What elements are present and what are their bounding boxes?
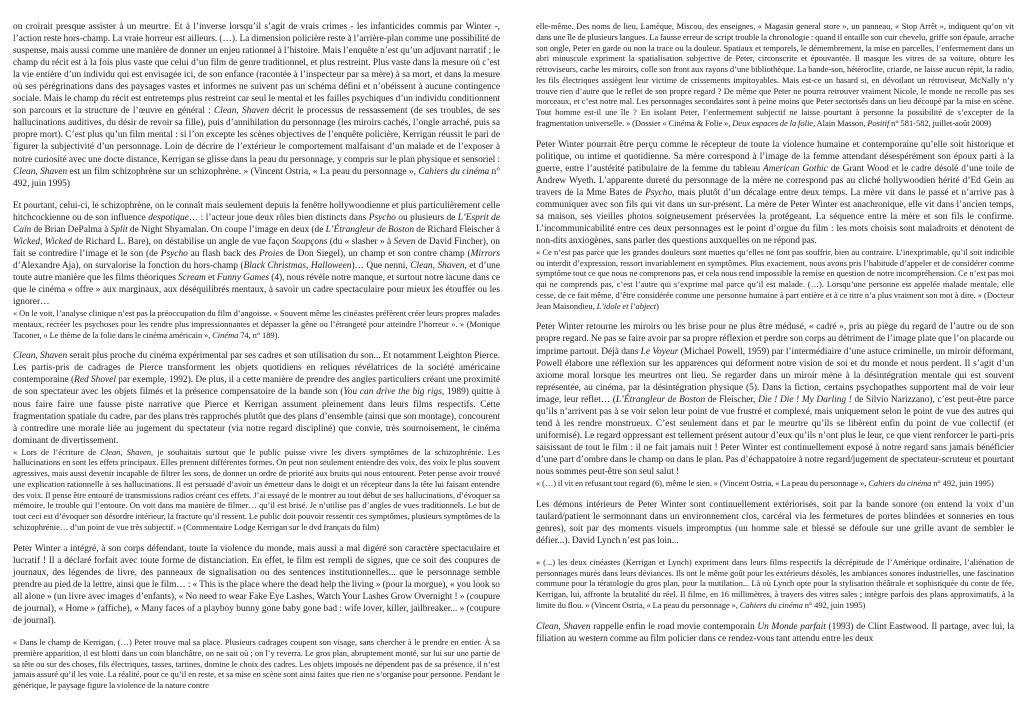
paragraph: « Ce n’est pas parce que les grandes douleurs sont muettes qu’elles ne font pas souffrir, bien au contraire. L’inexprimable, qu’il soit indicible ou interdit d’expression, ressort invariablement en symptômes. Plus exactement, nous avons pris l’habitude d’appeler et de considérer comme symptôme tout ce que nous ne comprenons pas, et cela nous rend impossible la remise en question de notre incompréhension. Ce n’est pas moi qui ne comprends pas, c’est l’autre qui s’exprime mal parce qu’il est malade. (…). Lorsqu’une personne est appelée malade mentale, elle cesse, de ce fait même, d’être considérée comme une personne humaine à part entière et à ce titre n’a plus vraiment son mot à dire. » (Docteur Jean Maisondieu, L’idole et l’abject) <box>536 246 1014 311</box>
paragraph: « (...) les deux cinéastes (Kerrigan et Lynch) expriment dans leurs films respectifs la décrépitude de l’Amérique ordinaire, l’aliénation de personnages murés dans leurs déviances. Ils ont le même goût pour les extérieurs désolés, les ambiances sonores industrielles, une fascination commune pour la tératologie du gros plan, pour la mutilation... Là où Lynch opte pour la stylisation théâtrale et sophistiquée du conte de fée, Kerrigan, lui, affronte la brutalité du réel. Il filme, en 16 millimètres, à travers des vitres sales ; intègre parfois des plans approximatifs, à la limite du flou. » (Vincent Ostria, « La peau du personnage », Cahiers du cinéma n° 492, juin 1995) <box>536 556 1014 610</box>
paragraph: Peter Winter a intégré, à son corps défendant, toute la violence du monde, mais aussi a mal digéré son caractère spectaculaire et lucratif ! Il a déclaré forfait avec toute forme de distanciation. En effet, le film est rempli de signes, que ce soit des coupures de journaux, des légendes de livre, des panneaux de signalisation ou des sentences institutionnelles... que le personnage semble prendre au pied de la lettre, ainsi que le film… : « This is the place where the dead help the living » (pour la morgue), « you look so all alone » (un livre avec images d’enfants), « No need to wear Fake Eye Lashes, Watch Your Lashes Grow Overnight ! » (coupure de journal), « Home » (affiche), « Many faces of a playboy bunny gone baby gone bad : wife lover, killer, jailbreaker... » (coupure de journal). <box>13 543 500 626</box>
paragraph: Peter Winter retourne les miroirs ou les brise pour ne plus être médusé, « cadré », pris au piège du regard de l’autre ou de son propre regard. Ne pas se faire avoir par sa propre réflexion et perdre son corps au détriment de l’image plate que l’on placarde ou imprime partout. Déjà dans Le Voyeur (Michael Powell, 1959) par l’intermédiaire d’une astuce criminelle, un miroir déformant, Powell élabore une réflexion sur les apparences qui déforment notre vision de soi et du monde et nous perdent. Il s’agit d’un axiome moral lorsque les meurtres ont lieu. Se regarder dans un miroir mène à la désintégration mentale qui est souvent représentée, au cinéma, par la désintégration physique (5). Dans la fiction, certains psychopathes supportent mal de voir leur image, leur reflet… (L’Étrangleur de Boston de Fleischer, Die ! Die ! My Darling ! de Silvio Narizzano), c’est peut-être parce qu’ils n’arrivent pas à se voir selon leur point de vue frustré et complexé, mais uniquement selon le point de vue des autres qui tend à les rendre monstrueux. C’est seulement dans et par le meurtre qu’ils se libèrent enfin du point de vue collectif (et uniformisé). Le regard oppressant est tellement présent autour d’eux qu’ils n’ont plus le leur, ce que vient renforcer le parti-pris saisissant de tout le film : il ne fait jamais nuit ! Peter Winter est continuellement exposé à notre regard sans jamais bénéficier d’une part d’ombre dans le champ ou dans le plan. Pas d’échappatoire à notre regard/jugement de spectateur-scruteur et pourtant nous sommes peut-être son seul salut ! <box>536 322 1014 477</box>
two-column-layout <box>13 21 1014 691</box>
paragraph: elle-même. Des noms de lieu, Lamèque, Miscou, des enseignes, « Magasin general store », un panneau, « Stop Arrêt », indiquent qu’on vit dans une île de plusieurs langues. La fausse erreur de script trouble la chronologie : quand il entaille son cuir chevelu, griffe son épaule, arrache son ongle, Peter en garde ou non la trace ou la douleur. Spatiaux et temporels, le démembrement, la mise en parcelles, l’enfermement dans un abri minuscule expriment la spatialisation subjective de Peter, circonscrite et épouvantée. Il masque les vitres de sa voiture, obture les rétroviseurs, cache les miroirs, colle son front aux rayons d’une bibliothèque. La bande-son, hétéroclite, criarde, ne laisse aucun répit, la radio, les fils électriques assiègent leur victime de crissements impitoyables. Mais est-ce un hasard si, en dévoilant un rétroviseur, McNally n’y trouve rien d’autre que le reflet de son propre regard ? De même que Peter ne pourra retrouver vraiment Nicole, le monde ne recolle pas ses morceaux, et c’est notre mal. Les personnages secondaires sont à peine moins que Peter sectorisés dans un lieu découpé par la mise en scène. Tout homme est-il une île ? En isolant Peter, l’enfermement subjectif ne laisse pourtant à personne la possibilité de s’excepter de la fragmentation universelle. » (Dossier « Cinéma & Folie », Deux espaces de la folie, Alain Masson, Positif n° 581-582, juillet-août 2009) <box>536 21 1014 128</box>
paragraph: « On le voit, l’analyse clinique n’est pas la préoccupation du film d’angoisse. « Souvent même les cinéastes préfèrent créer leurs propres malades mentaux, recréer les psychoses pour les rendre plus impressionnantes et dépasser la gêne ou l’étrangeté pour atteindre l’horreur ». » (Monique Taconet, « Le thème de la folie dans le cinéma américain », Cinéma 74, n° 189). <box>13 308 500 340</box>
paragraph: Peter Winter pourrait être perçu comme le récepteur de toute la violence humaine et contemporaine qu’elle soit historique et politique, ou intime et quotidienne. Sa mère correspond à l’image de la femme attendant désespérément son époux parti à la guerre, entre l’austérité patibulaire de la femme du tableau American Gothic de Grant Wood et le cadre désolé d’une toile de Andrew Wyeth. L’apparente dureté du personnage de la mère ne correspond pas au cliché hollywoodien hérité d’Ed Gein au travers de la Mme Bates de Psycho, mais plutôt d’un décalage entre deux temps. La mère vit dans le passé et n’arrive pas à communiquer avec son fils qui vit dans un sur-présent. La mère de Peter Winter est anachronique, elle vit dans l’ancien temps, sa maison, ses vieilles photos soigneusement préservées la protégeant. La séquence entre la mère et son fils le confirme. L’incommunicabilité entre ces deux personnages est le point d’orgue du film : les mots choisis sont maladroits et dénotent de non-dits anxiogènes, sans parler des questions auxquelles on ne répond pas. <box>536 139 1014 246</box>
paragraph: « Dans le champ de Kerrigan, (…) Peter trouve mal sa place. Plusieurs cadrages coupent son visage, sans chercher à le prendre en entier. À sa première apparition, il est blotti dans un coin blanchâtre, on ne sait où ; on l’y reverra. Le gros plan, abruptement monté, sur lui sur une partie de sa tête ou sur des choses, fils électriques, tasses, tartines, domine le choix des cadres. Les objets imposés ne dépendent pas de sa présence, il n’est jamais assuré qu’il les voie. La réalité, pour ce qu’il en reste, et sa mise en scène sont ainsi faites que rien ne s’organise pour personne. Pendant le générique, le paysage figure la violence de la nature contre <box>13 637 500 691</box>
paragraph: Clean, Shaven rappelle enfin le road movie contemporain Un Monde parfait (1993) de Clint Eastwood. Il partage, avec lui, la filiation au western comme au film policier dans ce rendez-vous tant attendu entre les deux <box>536 621 1015 644</box>
paragraph: on croirait presque assister à un meurtre. Et à l’inverse lorsqu’il s’agit de vrais crimes - les infanticides commis par Winter -, l’action reste hors-champ. La vraie horreur est ailleurs. (…). La dimension policière reste à l’arrière-plan comme une possibilité de suspense, mais aussi comme une manière de donner un enjeu rationnel à l’histoire. Mais l’enquête n’est qu’un adjuvant narratif ; le champ du récit est à la fois plus vaste que celui d’un film de genre traditionnel, et plus restreint. Plus vaste dans la mesure où c’est la vie entière d’un individu qui est envisagée ici, de son enfance (racontée à l’inspecteur par sa mère) à sa mort, et dans la mesure où ses pérégrinations dans des paysages vastes et informes ne suivent pas un schéma défini et n’obéissent à aucune contingence sociale. Mais le champ du récit est entretemps plus restreint car seul le mental et les failles psychiques d’un individu conditionnent son parcours et la structure de l’œuvre en général : Clean, Shaven décrit le processus de ressassement (de ses troubles, de ses hallucinations auditives, du désir de revoir sa fille), puis d’annihilation du personnage (les miroirs cachés, l’ongle arraché, puis sa propre mort). C’est plus qu’un film mental : si l’on excepte les scènes objectives de l’enquête policière, Kerrigan réussit le pari de figurer la subjectivité d’un personnage. Loin de décrire de l’extérieur le comportement malfaisant d’un malade et de l’exposer à notre curiosité avec une docte distance, Kerrigan se glisse dans la peau du personnage, y compris sur le plan physique et sensoriel : Clean, Shaven est un film schizophrène sur un schizophrène. » (Vincent Ostria, « La peau du personnage », Cahiers du cinéma n° 492, juin 1995) <box>13 22 500 189</box>
paragraph: Clean, Shaven serait plus proche du cinéma expérimental par ses cadres et son utilisation du son... Et notamment Leighton Pierce. Les partis-pris de cadrages de Pierce transforment les objets quotidiens en reliques révélatrices de la société américaine contemporaine (Red Shovel par exemple, 1992). De plus, il a cette manière de prendre des angles particuliers créant une proximité de son spectateur avec les objets filmés et la présence compensatoire de la bande son (You can drive the big rigs, 1989) quitte à nous faire faire une fausse piste narrative que Pierce et Kerrigan assument pleinement dans leurs films respectifs. Cette fragmentation spatiale du cadre, par des plans très rapprochés plutôt que des plans d’ensemble (ainsi que son montage), concourent à contredire une morale liée au jugement du spectateur (via notre regard discipliné) que convie, très sournoisement, le cinéma dominant de divertissement. <box>13 351 501 446</box>
text-column-right <box>536 21 1014 691</box>
paragraph: Les démons intérieurs de Peter Winter sont continuellement extériorisés, soit par la bande sonore (on entend la voix d’un taulard/patient le sermonnant dans un environnement clos, carcéral via les fermetures de portes blindées et sonneries en tous genres), soit par des moments visuels impromptus (un homme sale et blessé se défoule sur une grille avant de sembler le défier...). David Lynch n’est pas loin... <box>536 499 1014 546</box>
paragraph: « (…) il vit en refusant tout regard (6), même le sien. » (Vincent Ostria, « La peau du personnage », Cahiers du cinéma n° 492, juin 1995) <box>536 478 994 489</box>
paragraph: « Lors de l’écriture de Clean, Shaven, je souhaitais surtout que le public puisse vivre les divers symptômes de la schizophrénie. Les hallucinations en sont les effets principaux. Elles prennent différentes formes. On peut non seulement entendre des voix, des voix le plus souvent agressives, mais aussi devenir incapable de filtrer les sons, de donner un ordre de priorité aux bruits qui nous entourent. Peter pense avoir trouvé une explication rationnelle à ses hallucinations. Il est persuadé d’avoir un émetteur dans le doigt et un récepteur dans la tête lui faisant entendre des voix. Il pense être entouré de transmissions radios créant ces effets. J’ai essayé de le montrer au tout début de ses hallucinations, d’évoquer sa mémoire, le trouble qui l’entoure. On voit dans ma manière de filmer… qu’il est brisé. Je n’utilise pas d’angles de vues traditionnels. Le but de tout ceci est d’évoquer son désordre intérieur, la fracture qu’il ressent. Le public doit pouvoir ressentir ces symptômes, plusieurs symptômes de la schizophrénie… d’un point de vue très subjectif. » (Commentaire Lodge Kerrigan sur le dvd français du film) <box>13 446 500 532</box>
paragraph: Et pourtant, celui-ci, le schizophrène, on le connaît mais seulement depuis la fenêtre hollywoodienne et plus particulièrement celle hitchcockienne ou de son influence despotique… : l’acteur joue deux rôles bien distincts dans Psycho ou plusieurs de L’Esprit de Caïn de Brian DePalma à Split de Night Shyamalan. On coupe l’image en deux (de L’Étrangleur de Boston de Richard Fleischer à Wicked, Wicked de Richard L. Bare), on déstabilise un angle de vue façon Soupçons (du « slasher » à Seven de David Fincher), on fait se contredire l’image et le son (de Psycho au flash back des Proies de Don Siegel), un champ et son contre champ (Mirrors d’Alexandre Aja), on survalorise la fonction du hors-champ (Black Christmas, Halloween)… Que nenni, Clean, Shaven, et d’une toute autre manière que les films théoriques Scream et Funny Games (4), nous révèle notre manque, et surtout notre lacune dans ce que le cinéma « offre » aux marginaux, aux déséquilibrés mentaux, à savoir un cadre spectaculaire pour mieux les étouffer ou les ignorer… <box>13 200 500 308</box>
text-column-left <box>13 21 500 691</box>
